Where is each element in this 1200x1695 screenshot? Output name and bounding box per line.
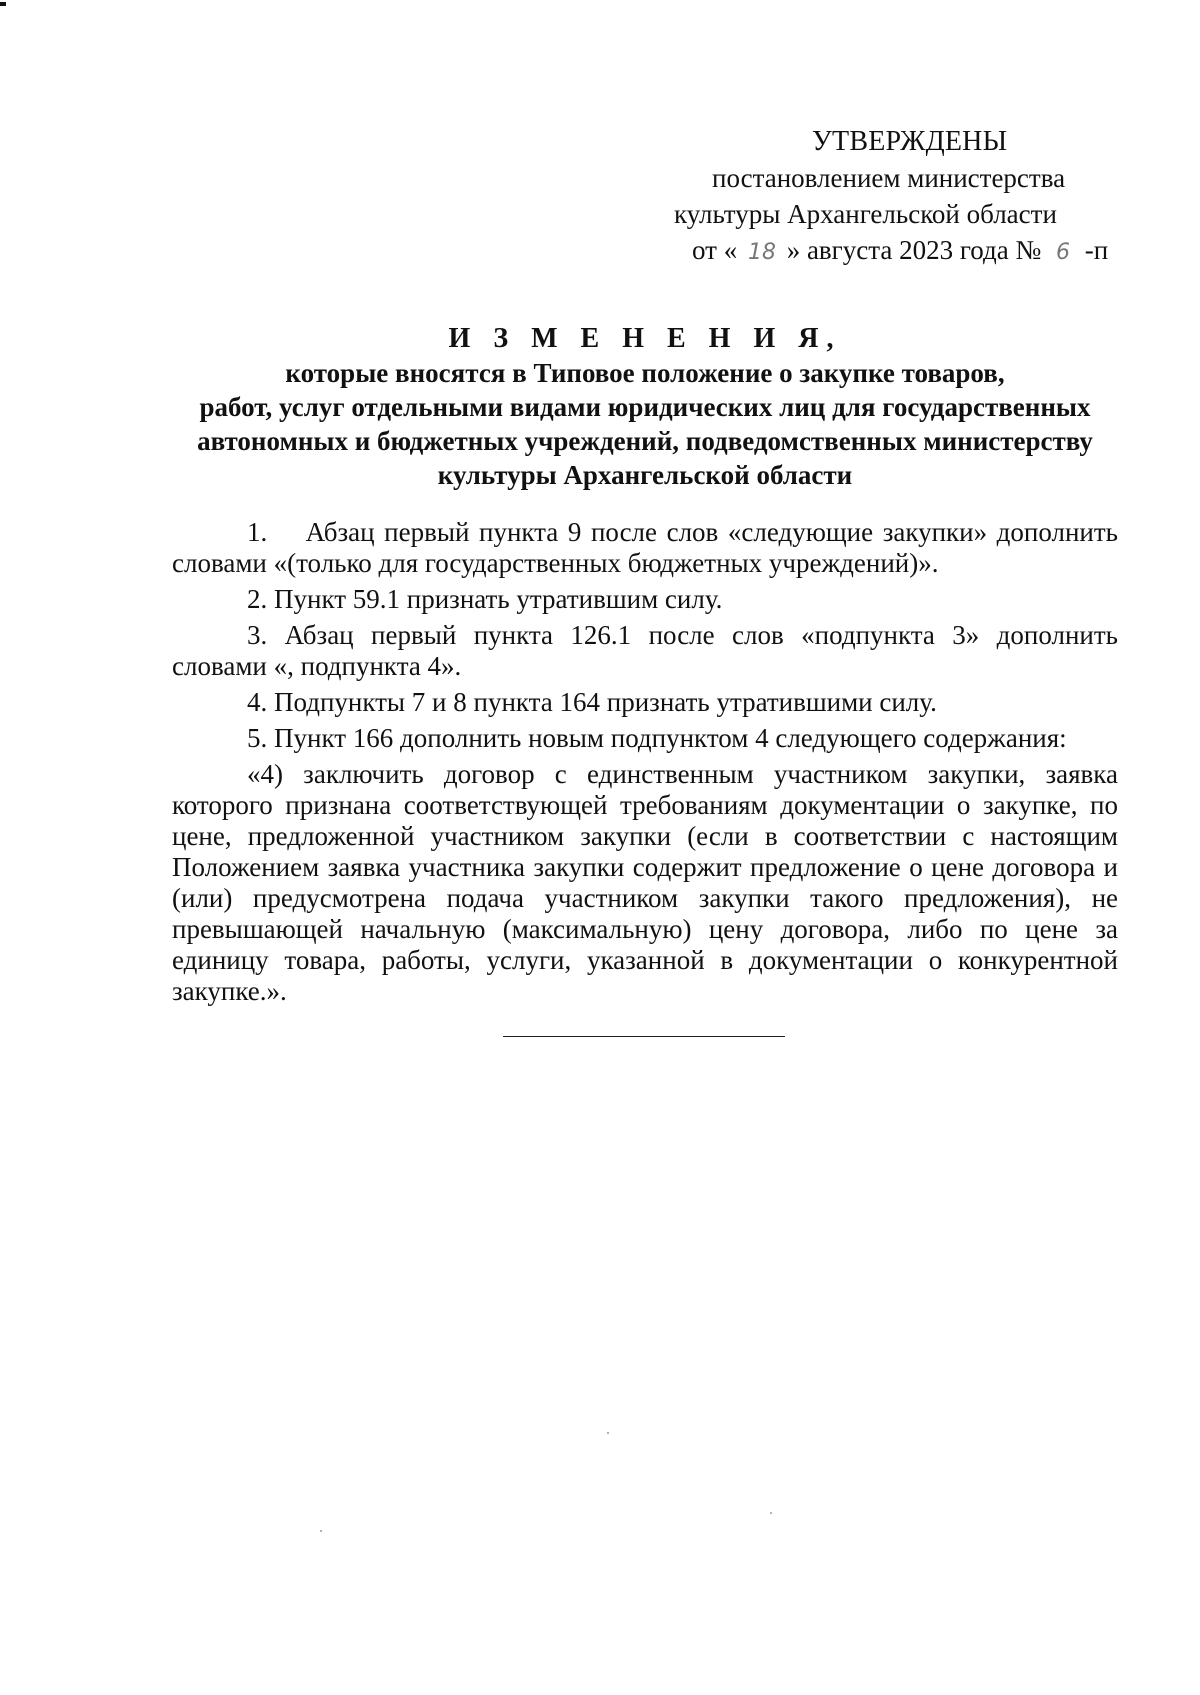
date-middle: » августа 2023 года № [786, 235, 1042, 265]
document-title [170, 322, 1120, 492]
scan-artifact [0, 2, 6, 6]
title-heading: И З М Е Н Е Н И Я, [448, 323, 842, 354]
handwritten-day: 18 [747, 240, 776, 265]
title-line-2: работ, услуг отдельными видами юридических лиц для государственных [199, 392, 1091, 422]
approval-stamp-block [660, 124, 1130, 271]
amendment-item-4: 4. Подпункты 7 и 8 пункта 164 признать утратившими силу. [247, 687, 937, 717]
title-line-4: культуры Архангельской области [437, 460, 853, 490]
approval-date-line [660, 232, 1130, 271]
closing-rule [503, 1036, 785, 1037]
scan-speck [607, 1432, 609, 1434]
number-suffix: -п [1084, 235, 1109, 265]
scan-speck [320, 1530, 322, 1532]
amendments-body [172, 517, 1118, 1007]
approval-decree-line: постановлением министерства [712, 163, 1066, 193]
approval-ministry-line: культуры Архангельской области [674, 199, 1057, 229]
amendment-item-1: 1. Абзац первый пункта 9 после слов «следующие закупки» дополнить словами «(только для государственных бюджетных учреждений)». [172, 517, 1118, 578]
amendment-item-5: 5. Пункт 166 дополнить новым подпунктом 4 следующего содержания: [247, 723, 1067, 753]
title-line-1: которые вносятся в Типовое положение о закупке товаров, [285, 358, 1005, 388]
title-line-3: автономных и бюджетных учреждений, подведомственных министерству [197, 426, 1093, 456]
scan-speck [770, 1512, 772, 1514]
amendment-item-2: 2. Пункт 59.1 признать утратившим силу. [247, 584, 723, 614]
amendment-item-3: 3. Абзац первый пункта 126.1 после слов «подпункта 3» дополнить словами «, подпункта 4». [172, 620, 1118, 681]
approved-label: УТВЕРЖДЕНЫ [812, 126, 1008, 157]
date-prefix: от « [692, 235, 738, 265]
amendment-item-5-text: «4) заключить договор с единственным участником закупки, заявка которого признана соответствующей требованиям документации о закупке, по цене, предложенной участником закупки (если в соответствии с настоящим Положением заявка участника закупки содержит предложение о цене договора и (или) предусмотрена подача участником закупки такого предложения), не превышающей начальную (максимальную) цену договора, либо по цене за единицу товара, работы, услуги, указанной в документации о конкурентной закупке.». [172, 759, 1118, 1006]
handwritten-doc-number: 6 [1055, 240, 1070, 265]
